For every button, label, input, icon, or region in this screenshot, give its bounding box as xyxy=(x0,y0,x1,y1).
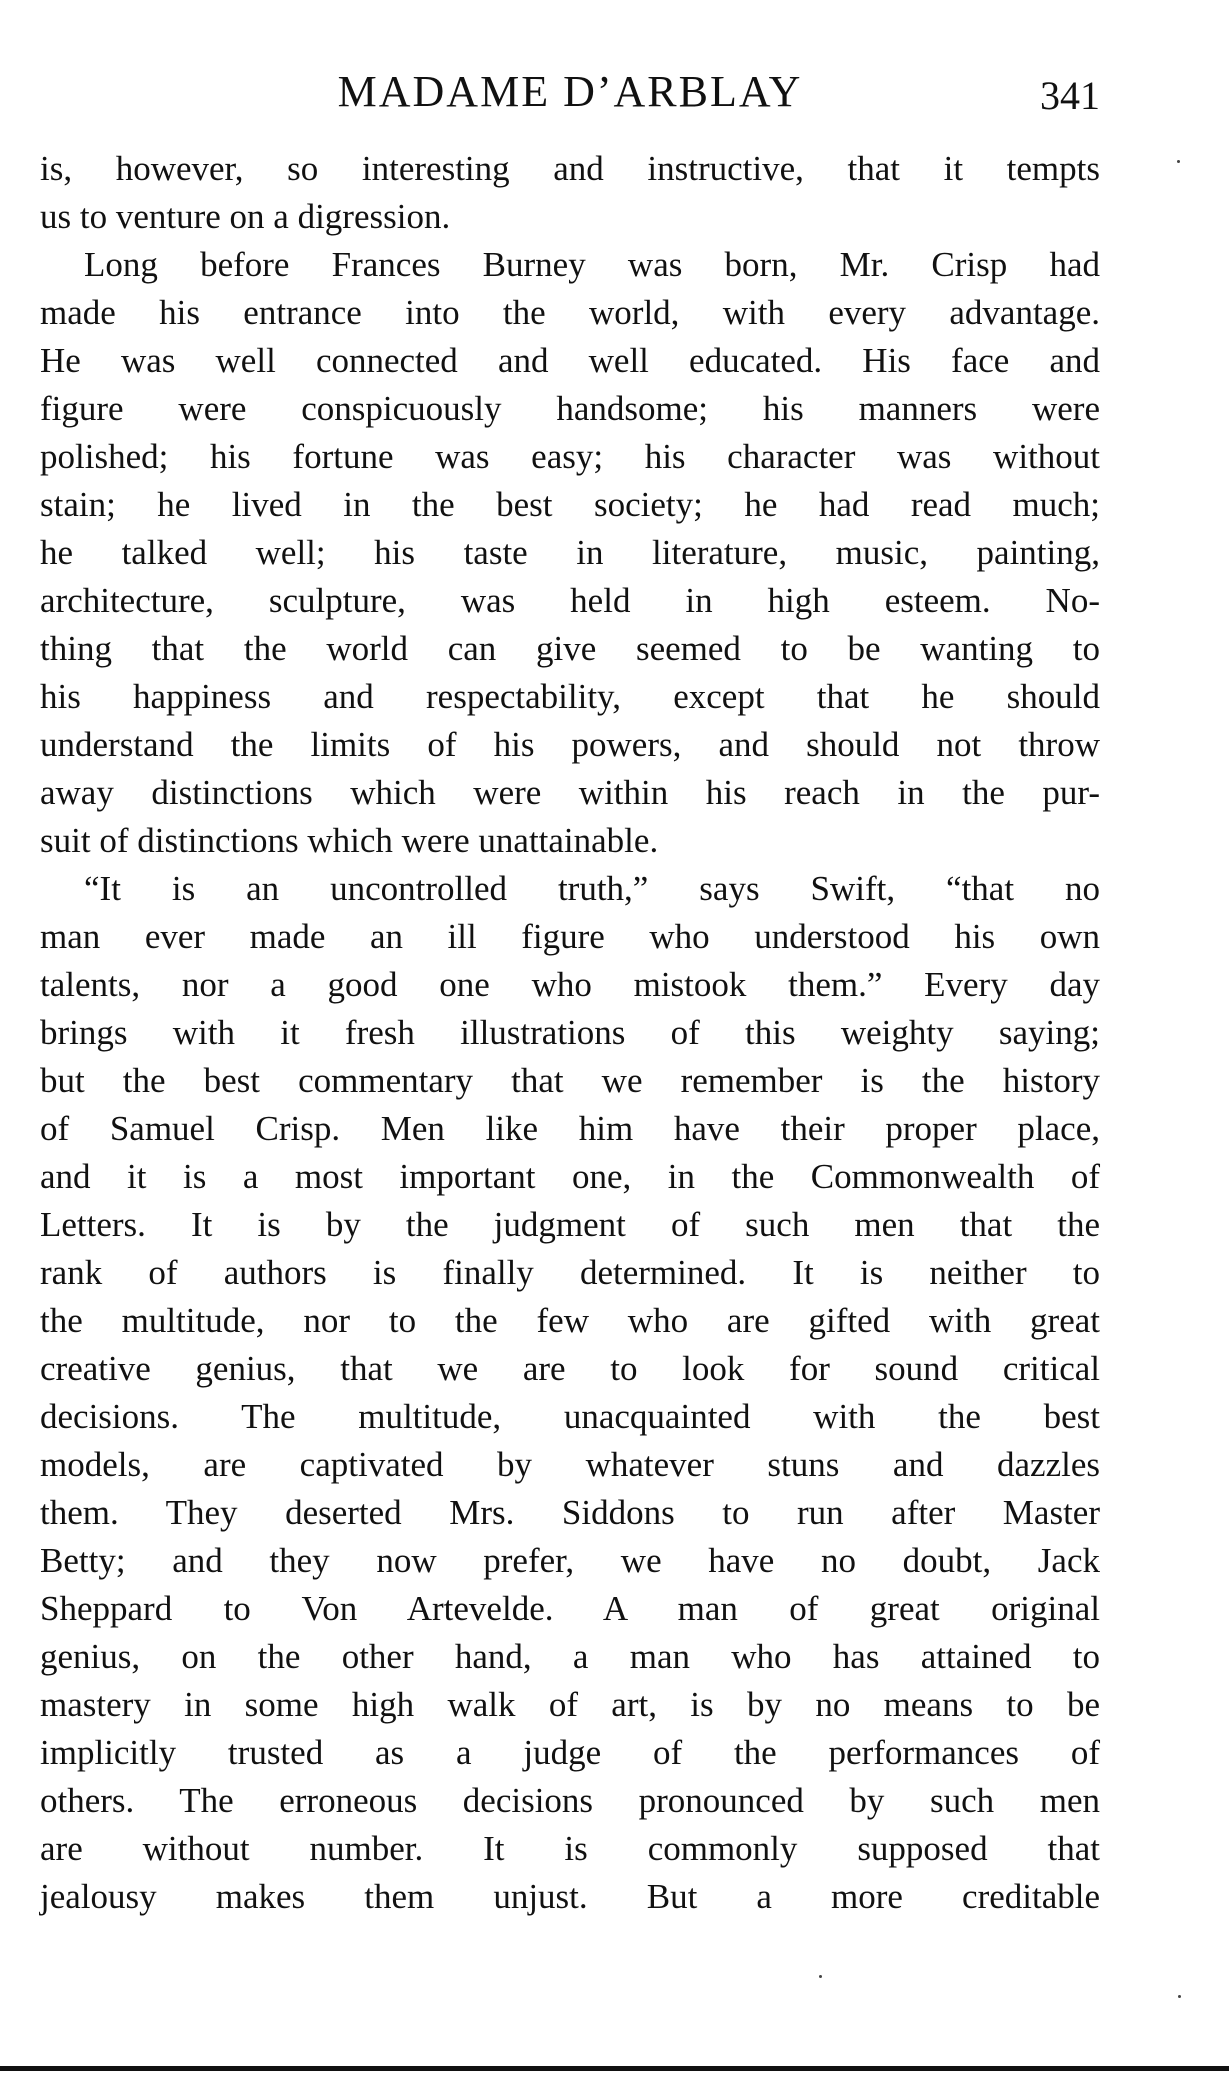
text-line: Sheppard to Von Artevelde. A man of great original xyxy=(40,1589,1100,1628)
text-line: rank of authors is finally determined. It is neither to xyxy=(40,1253,1100,1292)
text-line: made his entrance into the world, with every advantage. xyxy=(40,293,1100,332)
text-line: stain; he lived in the best society; he had read much; xyxy=(40,485,1100,524)
text-line: jealousy makes them unjust. But a more creditable xyxy=(40,1877,1100,1916)
text-line: them. They deserted Mrs. Siddons to run after Master xyxy=(40,1493,1100,1532)
text-line: man ever made an ill figure who understood his own xyxy=(40,917,1100,956)
text-line: figure were conspicuously handsome; his manners were xyxy=(40,389,1100,428)
text-line: away distinctions which were within his reach in the pur- xyxy=(40,773,1100,812)
text-line: implicitly trusted as a judge of the performances of xyxy=(40,1733,1100,1772)
text-line: models, are captivated by whatever stuns and dazzles xyxy=(40,1445,1100,1484)
text-line: brings with it fresh illustrations of this weighty saying; xyxy=(40,1013,1100,1052)
text-line: us to venture on a digression. xyxy=(40,197,451,236)
text-line: the multitude, nor to the few who are gifted with great xyxy=(40,1301,1100,1340)
scan-speck xyxy=(819,1975,822,1978)
body-text xyxy=(40,145,1100,1921)
text-line: creative genius, that we are to look for sound critical xyxy=(40,1349,1100,1388)
text-line: He was well connected and well educated. His face and xyxy=(40,341,1100,380)
text-line: mastery in some high walk of art, is by no means to be xyxy=(40,1685,1100,1724)
text-line: decisions. The multitude, unacquainted with the best xyxy=(40,1397,1100,1436)
text-line: polished; his fortune was easy; his character was without xyxy=(40,437,1100,476)
text-line: suit of distinctions which were unattainable. xyxy=(40,821,659,860)
text-line: but the best commentary that we remember is the history xyxy=(40,1061,1100,1100)
text-line: Long before Frances Burney was born, Mr. Crisp had xyxy=(84,245,1100,284)
page-header xyxy=(40,62,1100,122)
text-line: genius, on the other hand, a man who has attained to xyxy=(40,1637,1100,1676)
text-line: “It is an uncontrolled truth,” says Swift, “that no xyxy=(84,869,1100,908)
scan-speck xyxy=(1178,1995,1181,1998)
text-line: are without number. It is commonly supposed that xyxy=(40,1829,1100,1868)
text-line: others. The erroneous decisions pronounced by such men xyxy=(40,1781,1100,1820)
paragraph xyxy=(40,865,1100,1921)
text-line: he talked well; his taste in literature, music, painting, xyxy=(40,533,1100,572)
text-line: thing that the world can give seemed to be wanting to xyxy=(40,629,1100,668)
bottom-rule xyxy=(0,2066,1229,2071)
text-line: is, however, so interesting and instructive, that it tempts xyxy=(40,149,1100,188)
text-line: understand the limits of his powers, and should not throw xyxy=(40,725,1100,764)
text-line: and it is a most important one, in the Commonwealth of xyxy=(40,1157,1100,1196)
paragraph xyxy=(40,241,1100,865)
text-line: Betty; and they now prefer, we have no doubt, Jack xyxy=(40,1541,1100,1580)
text-line: of Samuel Crisp. Men like him have their proper place, xyxy=(40,1109,1100,1148)
page-number: 341 xyxy=(1040,73,1100,118)
paragraph xyxy=(40,145,1100,241)
running-title: MADAME D’ARBLAY xyxy=(337,67,803,116)
text-line: talents, nor a good one who mistook them.” Every day xyxy=(40,965,1100,1004)
scan-speck xyxy=(1177,160,1180,163)
text-line: architecture, sculpture, was held in high esteem. No- xyxy=(40,581,1100,620)
text-line: Letters. It is by the judgment of such men that the xyxy=(40,1205,1100,1244)
text-line: his happiness and respectability, except that he should xyxy=(40,677,1100,716)
